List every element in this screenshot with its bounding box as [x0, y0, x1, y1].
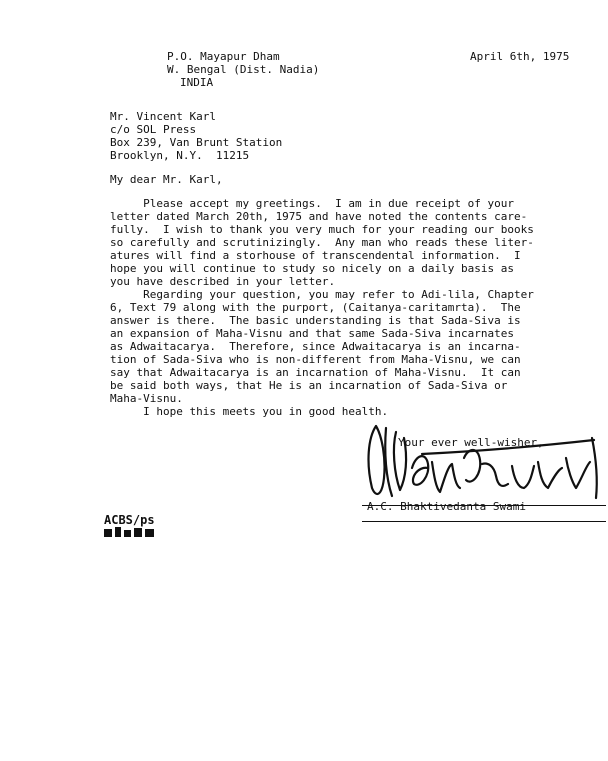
bottom-rule — [362, 521, 606, 522]
body-line: letter dated March 20th, 1975 and have noted the contents care- — [110, 210, 528, 223]
recipient-line: Box 239, Van Brunt Station — [110, 136, 283, 149]
sender-line: INDIA — [180, 76, 214, 89]
body-line: hope you will continue to study so nicely on a daily basis as — [110, 262, 514, 275]
body-line: an expansion of Maha-Visnu and that same Sada-Siva incarnates — [110, 327, 514, 340]
recipient-line: Mr. Vincent Karl — [110, 110, 216, 123]
reference-initials: ACBS/ps — [104, 513, 155, 527]
salutation: My dear Mr. Karl, — [110, 173, 223, 186]
body-line: Regarding your question, you may refer to Adi-lila, Chapter — [110, 288, 534, 301]
body-line: fully. I wish to thank you very much for your reading our books — [110, 223, 534, 236]
reference-mark — [104, 527, 156, 539]
body-line: so carefully and scrutinizingly. Any man who reads these liter- — [110, 236, 534, 249]
letter-body — [110, 197, 608, 417]
recipient-line: c/o SOL Press — [110, 123, 197, 136]
sender-line: P.O. Mayapur Dham — [167, 50, 280, 63]
letter-date: April 6th, 1975 — [470, 50, 570, 63]
body-line: tion of Sada-Siva who is non-different from Maha-Visnu, we can — [110, 353, 521, 366]
body-line: Maha-Visnu. — [110, 392, 183, 405]
body-line: as Adwaitacarya. Therefore, since Adwaitacarya is an incarna- — [110, 340, 521, 353]
body-line: Please accept my greetings. I am in due receipt of your — [110, 197, 514, 210]
body-line: I hope this meets you in good health. — [110, 405, 389, 417]
body-line: 6, Text 79 along with the purport, (Caitanya-caritamrta). The — [110, 301, 521, 314]
body-line: you have described in your letter. — [110, 275, 336, 288]
body-line: answer is there. The basic understanding is that Sada-Siva is — [110, 314, 521, 327]
closing: Your ever well-wisher, — [398, 436, 544, 449]
handwritten-signature — [362, 418, 608, 508]
signatory-name: A.C. Bhaktivedanta Swami — [367, 500, 526, 513]
body-line: be said both ways, that He is an incarnation of Sada-Siva or — [110, 379, 508, 392]
body-line: say that Adwaitacarya is an incarnation of Maha-Visnu. It can — [110, 366, 521, 379]
recipient-line: Brooklyn, N.Y. 11215 — [110, 149, 250, 162]
sender-line: W. Bengal (Dist. Nadia) — [167, 63, 320, 76]
body-line: atures will find a storhouse of transcendental information. I — [110, 249, 521, 262]
